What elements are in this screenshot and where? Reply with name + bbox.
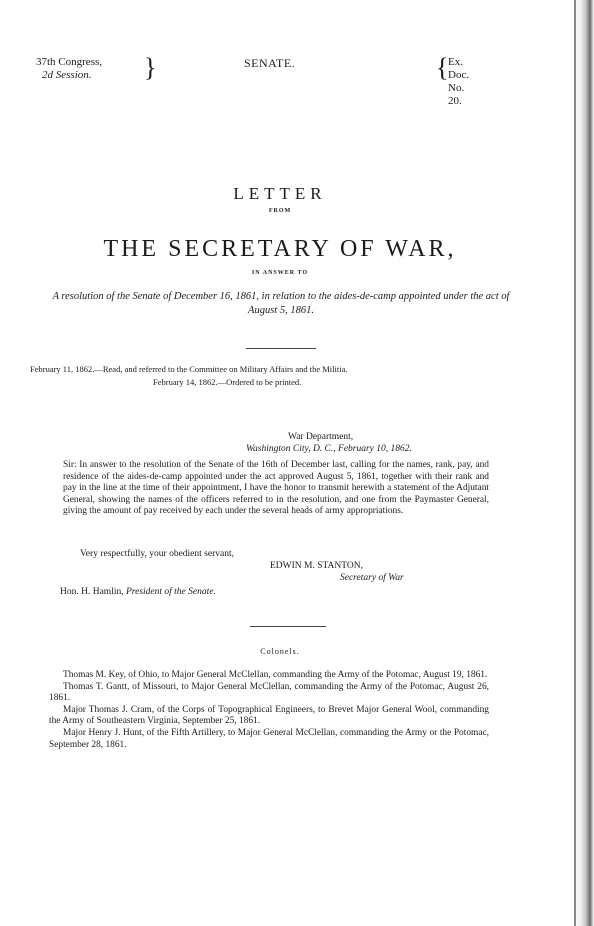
colonels-heading: Colonels.	[260, 647, 300, 656]
title-from: FROM	[268, 208, 292, 214]
doc-number	[448, 56, 476, 108]
addressee-title: President of the Senate.	[125, 587, 216, 597]
brace-left: }	[144, 53, 157, 82]
doc-type-label: Ex. Doc.	[448, 56, 470, 81]
congress-session	[36, 56, 102, 82]
signer-name: EDWIN M. STANTON,	[270, 561, 364, 571]
print-order-note: February 14, 1862.—Ordered to be printed.	[153, 377, 302, 387]
list-item: Major Thomas J. Cram, of the Corps of Topographical Engineers, to Brevet Major General Wool, commanding the Army of Southeastern Virginia, September 25, 1861.	[49, 704, 489, 727]
divider	[246, 348, 316, 349]
page-title: THE SECRETARY OF WAR,	[103, 236, 457, 262]
addressee	[60, 587, 216, 597]
place-date: Washington City, D. C., February 10, 1862.	[246, 444, 412, 454]
congress-label: 37th Congress,	[36, 56, 102, 68]
list-item: Thomas T. Gantt, of Missouri, to Major General McClellan, commanding the Army of the Potomac, August 26, 1861.	[49, 681, 489, 704]
divider-2	[250, 626, 326, 627]
title-answer: IN ANSWER TO	[251, 270, 309, 276]
letter-body	[49, 460, 489, 518]
resolution-description: A resolution of the Senate of December 16, 1861, in relation to the aides-de-camp appointed under the act of August 5, 1861.	[52, 291, 510, 316]
list-item: Thomas M. Key, of Ohio, to Major General McClellan, commanding the Army of the Potomac, August 19, 1861.	[63, 670, 488, 680]
letter-closing: Very respectfully, your obedient servant,	[80, 549, 234, 559]
doc-no-label: No. 20.	[448, 82, 465, 107]
brace-right: {	[436, 53, 449, 82]
colonels-list	[49, 670, 489, 751]
department-name: War Department,	[288, 432, 354, 442]
signer-title: Secretary of War	[340, 573, 404, 583]
document-header	[36, 53, 476, 107]
page-edge-line	[574, 0, 576, 926]
session-label: 2d Session.	[42, 69, 92, 81]
title-letter: LETTER	[233, 184, 327, 203]
referral-note: February 11, 1862.—Read, and referred to the Committee on Military Affairs and the Militia.	[30, 364, 348, 374]
list-item: Major Henry J. Hunt, of the Fifth Artillery, to Major General McClellan, commanding the Army or the Potomac, September 28, 1861.	[49, 727, 489, 750]
letter-paragraph: Sir: In answer to the resolution of the Senate of the 16th of December last, calling for the names, rank, pay, and residence of the aides-de-camp appointed under the act approved August 5, 1861, together with their rank and pay in the line at the time of their appointment, I have the honor to transmit herewith a statement of the Adjutant General, showing the names of the officers referred to in the resolution, and one from the Paymaster General, giving the amount of pay received by each under the several heads of army appropriations.	[63, 460, 489, 517]
chamber-label: SENATE.	[244, 56, 296, 70]
addressee-name: Hon. H. Hamlin,	[60, 587, 124, 597]
